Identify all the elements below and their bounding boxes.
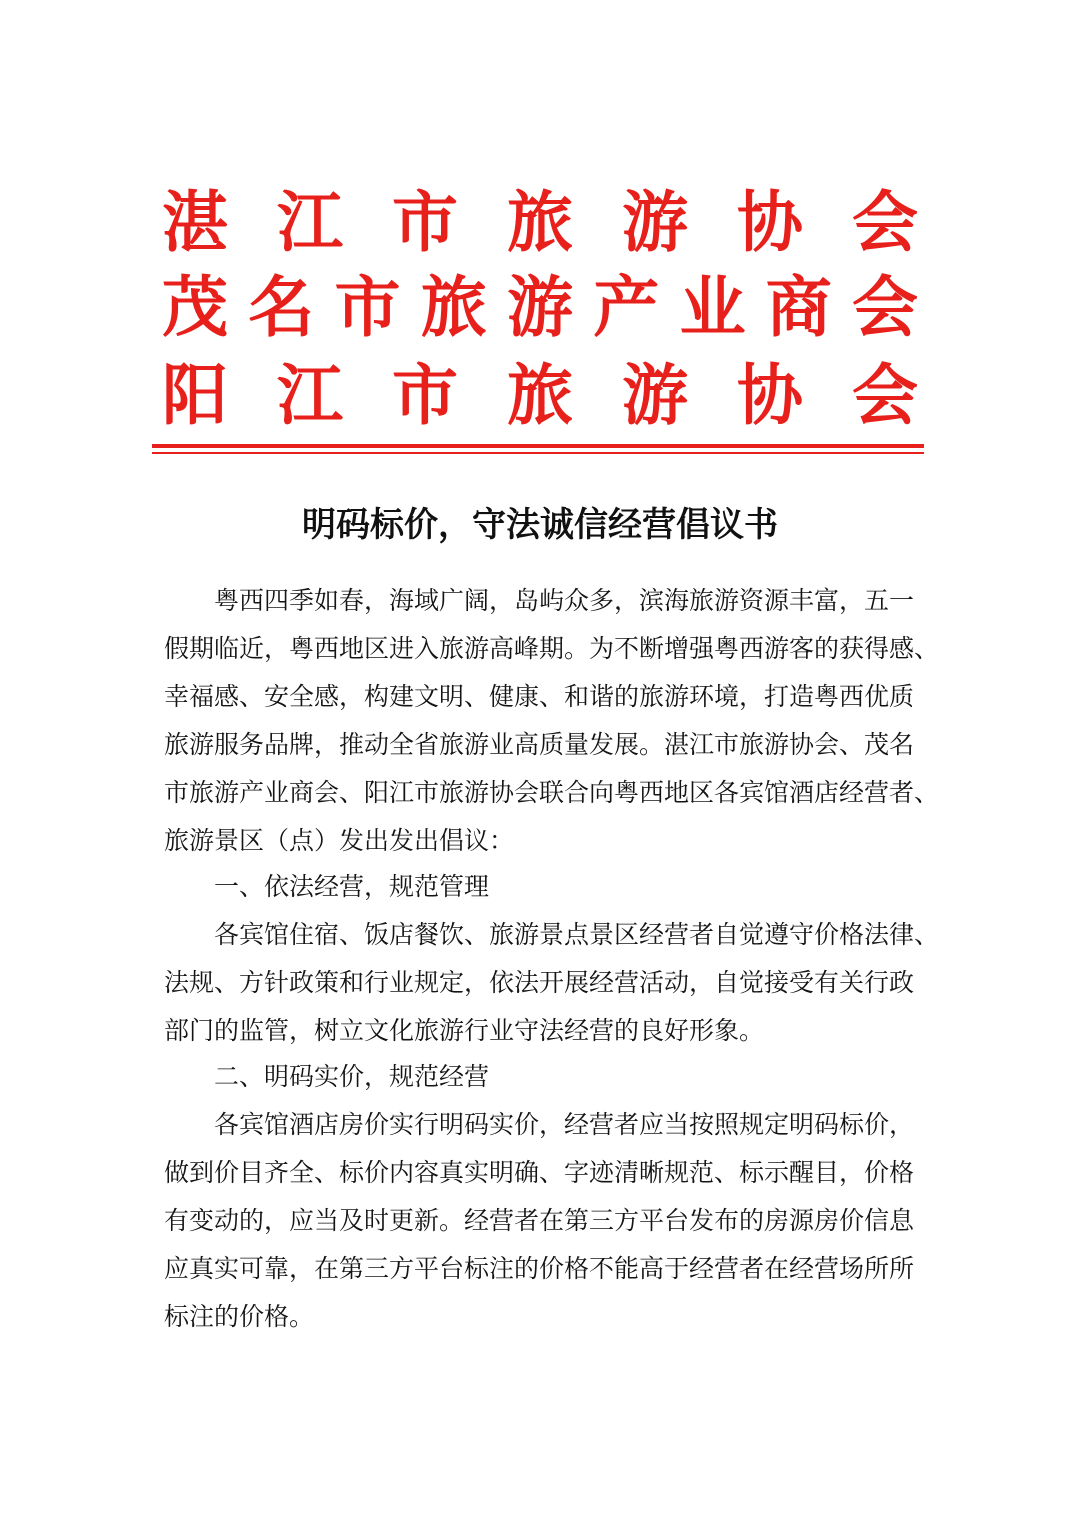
letterhead-rule-thin — [152, 452, 924, 454]
org-char: 会 — [852, 184, 918, 261]
body-line: 做到价目齐全、标价内容真实明确、字迹清晰规范、标示醒目，价格 — [164, 1158, 915, 1187]
org-char: 协 — [737, 184, 803, 261]
org-char: 市 — [392, 357, 458, 434]
letterhead-org-maoming — [162, 268, 918, 348]
org-char: 游 — [507, 269, 573, 346]
org-char: 市 — [392, 184, 458, 261]
section-heading: 一、依法经营，规范管理 — [214, 872, 490, 901]
section-heading: 二、明码实价，规范经营 — [214, 1062, 490, 1091]
body-line: 幸福感、安全感，构建文明、健康、和谐的旅游环境，打造粤西优质 — [164, 682, 915, 711]
org-char: 旅 — [507, 357, 573, 434]
org-char: 旅 — [420, 269, 487, 346]
org-char: 阳 — [162, 357, 228, 434]
body-line: 法规、方针政策和行业规定，依法开展经营活动，自觉接受有关行政 — [164, 968, 915, 997]
org-char: 协 — [737, 357, 803, 434]
body-line: 粤西四季如春，海域广阔，岛屿众多，滨海旅游资源丰富，五一 — [214, 586, 915, 615]
body-line: 假期临近，粤西地区进入旅游高峰期。为不断增强粤西游客的获得感、 — [164, 634, 940, 663]
org-char: 市 — [334, 269, 401, 346]
org-char: 名 — [248, 269, 315, 346]
body-line: 部门的监管，树立文化旅游行业守法经营的良好形象。 — [164, 1016, 765, 1045]
org-char: 商 — [765, 269, 832, 346]
org-char: 游 — [622, 184, 688, 261]
org-char: 业 — [679, 269, 746, 346]
body-line: 有变动的，应当及时更新。经营者在第三方平台发布的房源房价信息 — [164, 1206, 915, 1235]
org-char: 茂 — [162, 269, 228, 346]
body-line: 旅游景区（点）发出发出倡议： — [164, 826, 515, 855]
letterhead-org-yangjiang — [162, 356, 918, 436]
body-line: 市旅游产业商会、阳江市旅游协会联合向粤西地区各宾馆酒店经营者、 — [164, 778, 940, 807]
org-char: 江 — [277, 357, 343, 434]
body-line: 应真实可靠，在第三方平台标注的价格不能高于经营者在经营场所所 — [164, 1254, 915, 1283]
body-line: 旅游服务品牌，推动全省旅游业高质量发展。湛江市旅游协会、茂名 — [164, 730, 915, 759]
org-char: 产 — [593, 269, 660, 346]
body-line: 各宾馆酒店房价实行明码实价，经营者应当按照规定明码标价， — [214, 1110, 915, 1139]
letterhead-org-zhanjiang — [162, 183, 918, 263]
org-char: 湛 — [162, 184, 228, 261]
body-line: 标注的价格。 — [164, 1302, 315, 1331]
org-char: 江 — [277, 184, 343, 261]
body-line: 各宾馆住宿、饭店餐饮、旅游景点景区经营者自觉遵守价格法律、 — [214, 920, 940, 949]
letterhead-rule-thick — [152, 444, 924, 448]
document-title: 明码标价，守法诚信经营倡议书 — [302, 505, 778, 545]
org-char: 会 — [852, 269, 918, 346]
org-char: 会 — [852, 357, 918, 434]
org-char: 旅 — [507, 184, 573, 261]
org-char: 游 — [622, 357, 688, 434]
